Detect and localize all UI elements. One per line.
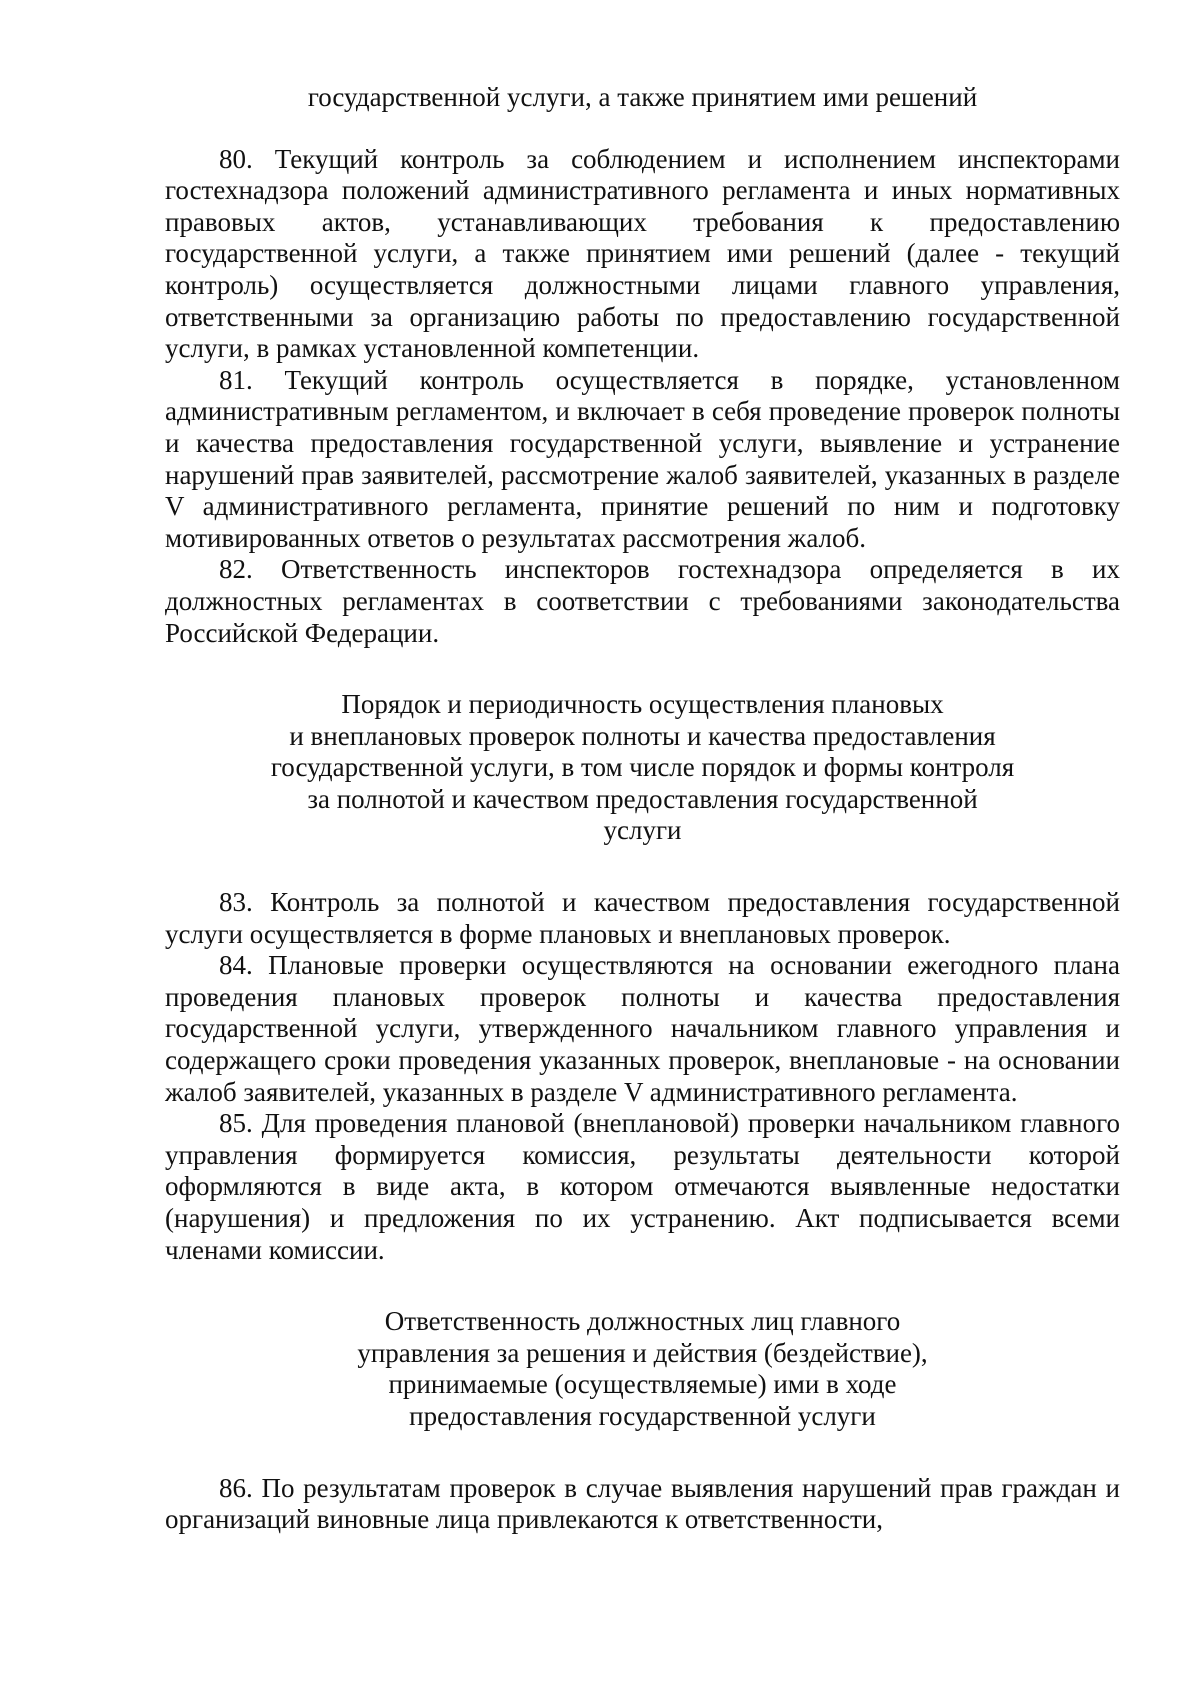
paragraph-86: 86. По результатам проверок в случае выявления нарушений прав граждан и организаций виновные лица привлекаются к ответственности, <box>165 1472 1120 1535</box>
heading-line: предоставления государственной услуги <box>409 1400 876 1431</box>
spacer <box>165 847 1120 887</box>
paragraph-84: 84. Плановые проверки осуществляются на основании ежегодного плана проведения плановых проверок полноты и качества предоставления государственной услуги, утвержденного начальником главного управления и содержащего сроки проведения указанных проверок, внеплановые - на основании жалоб заявителей, указанных в разделе V административного регламента. <box>165 950 1120 1107</box>
heading-line: и внеплановых проверок полноты и качества предоставления <box>289 720 996 751</box>
heading-line: управления за решения и действия (бездействие), <box>357 1337 928 1368</box>
spacer <box>165 1433 1120 1473</box>
document-body <box>165 82 1120 1536</box>
heading-line: Ответственность должностных лиц главного <box>384 1306 901 1337</box>
section-heading-inspections <box>165 689 1120 847</box>
paragraph-82: 82. Ответственность инспекторов гостехнадзора определяется в их должностных регламентах в соответствии с требованиями законодательства Российской Федерации. <box>165 554 1120 648</box>
section-heading-responsibility <box>165 1306 1120 1432</box>
paragraph-80: 80. Текущий контроль за соблюдением и исполнением инспекторами гостехнадзора положений административного регламента и иных нормативных правовых актов, устанавливающих требования к предоставлению государственной услуги, а также принятием ими решений (далее - текущий контроль) осуществляется должностными лицами главного управления, ответственными за организацию работы по предоставлению государственной услуги, в рамках установленной компетенции. <box>165 143 1120 364</box>
paragraph-85: 85. Для проведения плановой (внеплановой) проверки начальником главного управления формируется комиссия, результаты деятельности которой оформляются в виде акта, в котором отмечаются выявленные недостатки (нарушения) и предложения по их устранению. Акт подписывается всеми членами комиссии. <box>165 1108 1120 1265</box>
paragraph-81: 81. Текущий контроль осуществляется в порядке, установленном административным регламентом, и включает в себя проведение проверок полноты и качества предоставления государственной услуги, выявление и устранение нарушений прав заявителей, рассмотрение жалоб заявителей, указанных в разделе V административного регламента, принятие решений по ним и подготовку мотивированных ответов о результатах рассмотрения жалоб. <box>165 364 1120 553</box>
heading-line: услуги <box>603 815 682 846</box>
continuation-line: государственной услуги, а также принятием ими решений <box>307 82 978 112</box>
spacer <box>165 114 1120 144</box>
heading-line: за полнотой и качеством предоставления государственной <box>307 783 978 814</box>
spacer <box>165 649 1120 689</box>
spacer <box>165 1266 1120 1306</box>
heading-line: принимаемые (осуществляемые) ими в ходе <box>388 1369 897 1400</box>
paragraph-83: 83. Контроль за полнотой и качеством предоставления государственной услуги осуществляется в форме плановых и внеплановых проверок. <box>165 887 1120 949</box>
heading-line: государственной услуги, в том числе порядок и формы контроля <box>270 752 1015 783</box>
heading-line: Порядок и периодичность осуществления плановых <box>341 689 944 720</box>
